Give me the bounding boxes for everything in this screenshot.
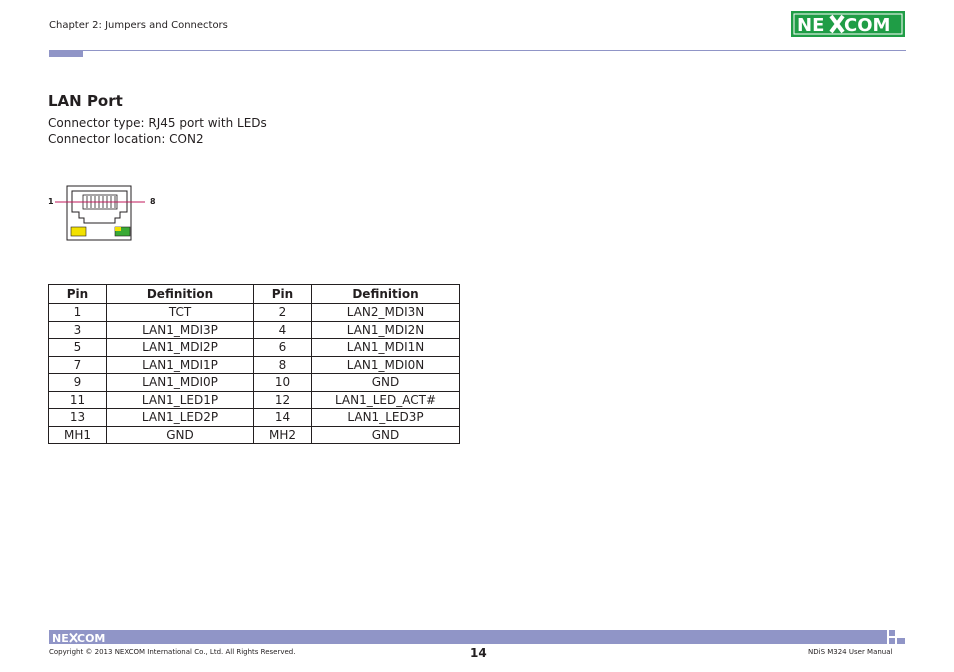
- pin-cell: MH2: [254, 426, 312, 444]
- pin-label-left: 1: [48, 197, 54, 206]
- footer-bar: [49, 630, 887, 644]
- table-row: [49, 426, 460, 444]
- pin-cell: 11: [49, 391, 107, 409]
- manual-title: NDiS M324 User Manual: [808, 648, 893, 656]
- pin-cell: 5: [49, 339, 107, 357]
- rj45-connector-diagram: [45, 182, 165, 242]
- pin-cell: 13: [49, 409, 107, 427]
- pin-label-right: 8: [150, 197, 156, 206]
- definition-cell: GND: [312, 374, 460, 392]
- table-row: [49, 409, 460, 427]
- header-definition: Definition: [312, 285, 460, 304]
- definition-cell: LAN1_MDI1P: [107, 356, 254, 374]
- definition-cell: LAN1_MDI0N: [312, 356, 460, 374]
- definition-cell: LAN2_MDI3N: [312, 304, 460, 322]
- header-definition: Definition: [107, 285, 254, 304]
- definition-cell: LAN1_LED3P: [312, 409, 460, 427]
- pin-cell: 10: [254, 374, 312, 392]
- footer-square-mark: [897, 638, 905, 644]
- page-number: 14: [470, 646, 487, 660]
- pin-cell: 7: [49, 356, 107, 374]
- definition-cell: LAN1_LED1P: [107, 391, 254, 409]
- definition-cell: LAN1_MDI0P: [107, 374, 254, 392]
- section-title: LAN Port: [48, 92, 123, 110]
- definition-cell: GND: [312, 426, 460, 444]
- header-tab-marker: [49, 50, 83, 57]
- svg-text:NE: NE: [52, 632, 69, 643]
- header-pin: Pin: [254, 285, 312, 304]
- pin-cell: 14: [254, 409, 312, 427]
- header-pin: Pin: [49, 285, 107, 304]
- svg-text:COM: COM: [844, 15, 891, 36]
- header-rule: [49, 50, 906, 51]
- nexcom-logo: [791, 11, 905, 37]
- table-row: [49, 356, 460, 374]
- definition-cell: LAN1_MDI1N: [312, 339, 460, 357]
- chapter-heading: Chapter 2: Jumpers and Connectors: [49, 20, 228, 31]
- svg-text:COM: COM: [77, 632, 106, 643]
- table-row: [49, 321, 460, 339]
- led-left: [71, 227, 86, 236]
- table-row: [49, 304, 460, 322]
- pin-cell: 1: [49, 304, 107, 322]
- pin-cell: 6: [254, 339, 312, 357]
- definition-cell: LAN1_MDI2P: [107, 339, 254, 357]
- footer-square-mark: [889, 638, 895, 644]
- connector-type: Connector type: RJ45 port with LEDs: [48, 116, 267, 130]
- pin-cell: 8: [254, 356, 312, 374]
- footer-nexcom-logo: [52, 632, 108, 643]
- pin-cell: 9: [49, 374, 107, 392]
- table-row: [49, 339, 460, 357]
- connector-location: Connector location: CON2: [48, 132, 204, 146]
- definition-cell: GND: [107, 426, 254, 444]
- definition-cell: LAN1_MDI2N: [312, 321, 460, 339]
- definition-cell: TCT: [107, 304, 254, 322]
- pin-cell: 12: [254, 391, 312, 409]
- table-header-row: [49, 285, 460, 304]
- pin-cell: 4: [254, 321, 312, 339]
- pin-cell: 2: [254, 304, 312, 322]
- table-row: [49, 374, 460, 392]
- pin-cell: 3: [49, 321, 107, 339]
- pin-cell: MH1: [49, 426, 107, 444]
- footer-square-mark: [889, 630, 895, 636]
- svg-text:NE: NE: [797, 15, 825, 36]
- definition-cell: LAN1_LED_ACT#: [312, 391, 460, 409]
- definition-cell: LAN1_LED2P: [107, 409, 254, 427]
- table-row: [49, 391, 460, 409]
- copyright-text: Copyright © 2013 NEXCOM International Co., Ltd. All Rights Reserved.: [49, 648, 296, 656]
- pin-definition-table: [48, 284, 460, 444]
- definition-cell: LAN1_MDI3P: [107, 321, 254, 339]
